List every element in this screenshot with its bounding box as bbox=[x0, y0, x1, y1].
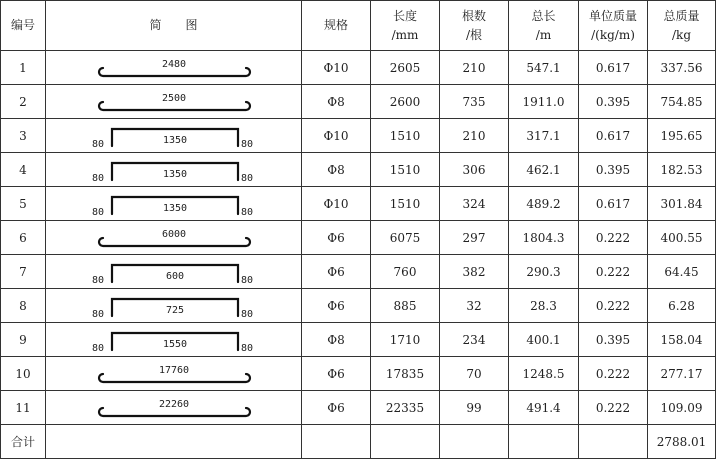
total-mass: 277.17 bbox=[648, 357, 716, 391]
total-spec-cell bbox=[302, 425, 371, 459]
dimension-label: 1350 bbox=[162, 202, 187, 214]
bar-count: 99 bbox=[440, 391, 509, 425]
rebar-shape-sketch bbox=[59, 223, 289, 253]
total-length: 1804.3 bbox=[509, 221, 579, 255]
table-row bbox=[1, 85, 716, 119]
bar-length: 1510 bbox=[371, 119, 440, 153]
dimension-label: 6000 bbox=[161, 228, 186, 240]
table-row bbox=[1, 187, 716, 221]
dimension-label: 600 bbox=[165, 270, 184, 282]
unit-mass: 0.617 bbox=[579, 119, 648, 153]
left-leg-label: 80 bbox=[91, 342, 104, 354]
sketch-cell bbox=[46, 119, 302, 153]
row-number: 4 bbox=[1, 153, 46, 187]
dimension-label: 17760 bbox=[158, 364, 189, 376]
total-length: 290.3 bbox=[509, 255, 579, 289]
table-row bbox=[1, 391, 716, 425]
rebar-shape-sketch bbox=[59, 257, 289, 287]
header-length bbox=[371, 1, 440, 51]
dimension-label: 725 bbox=[165, 304, 184, 316]
left-leg-label: 80 bbox=[91, 308, 104, 320]
dimension-label: 2500 bbox=[161, 92, 186, 104]
total-mass: 6.28 bbox=[648, 289, 716, 323]
table-row bbox=[1, 153, 716, 187]
unit-mass: 0.222 bbox=[579, 255, 648, 289]
table-row bbox=[1, 357, 716, 391]
right-leg-label: 80 bbox=[240, 172, 253, 184]
row-number: 5 bbox=[1, 187, 46, 221]
bar-length: 6075 bbox=[371, 221, 440, 255]
total-mass-value: 2788.01 bbox=[648, 425, 716, 459]
bar-count: 306 bbox=[440, 153, 509, 187]
total-length: 491.4 bbox=[509, 391, 579, 425]
rebar-shape-sketch bbox=[59, 291, 289, 321]
row-number: 1 bbox=[1, 51, 46, 85]
bar-count: 324 bbox=[440, 187, 509, 221]
header-sketch: 简 图 bbox=[46, 1, 302, 51]
sketch-cell bbox=[46, 357, 302, 391]
sketch-cell bbox=[46, 153, 302, 187]
header-length-unit: /mm bbox=[391, 27, 419, 42]
bar-length: 885 bbox=[371, 289, 440, 323]
bar-spec: Φ8 bbox=[302, 323, 371, 357]
header-unit-mass-unit: /(kg/m) bbox=[591, 27, 635, 42]
header-total-mass-unit: /kg bbox=[672, 27, 691, 42]
row-number: 8 bbox=[1, 289, 46, 323]
bar-spec: Φ10 bbox=[302, 119, 371, 153]
table-row bbox=[1, 119, 716, 153]
bar-spec: Φ6 bbox=[302, 391, 371, 425]
total-total-length-cell bbox=[509, 425, 579, 459]
bar-length: 760 bbox=[371, 255, 440, 289]
total-mass: 109.09 bbox=[648, 391, 716, 425]
table-row bbox=[1, 323, 716, 357]
rebar-shape-sketch bbox=[59, 359, 289, 389]
dimension-label: 22260 bbox=[158, 398, 189, 410]
rebar-shape-sketch bbox=[59, 121, 289, 151]
unit-mass: 0.395 bbox=[579, 85, 648, 119]
bar-length: 1710 bbox=[371, 323, 440, 357]
row-number: 3 bbox=[1, 119, 46, 153]
rebar-shape-sketch bbox=[59, 155, 289, 185]
right-leg-label: 80 bbox=[240, 138, 253, 150]
sketch-cell bbox=[46, 255, 302, 289]
header-unit-mass-name: 单位质量 bbox=[588, 8, 637, 23]
bar-length: 1510 bbox=[371, 187, 440, 221]
bar-length: 2605 bbox=[371, 51, 440, 85]
header-unit-mass bbox=[579, 1, 648, 51]
left-leg-label: 80 bbox=[91, 172, 104, 184]
bar-count: 234 bbox=[440, 323, 509, 357]
bar-count: 210 bbox=[440, 119, 509, 153]
row-number: 11 bbox=[1, 391, 46, 425]
bar-spec: Φ10 bbox=[302, 51, 371, 85]
rebar-shape-sketch bbox=[59, 325, 289, 355]
sketch-cell bbox=[46, 391, 302, 425]
header-count-name: 根数 bbox=[461, 8, 486, 23]
rebar-shape-sketch bbox=[59, 53, 289, 83]
rebar-shape-sketch bbox=[59, 189, 289, 219]
bar-length: 2600 bbox=[371, 85, 440, 119]
bar-count: 210 bbox=[440, 51, 509, 85]
bar-count: 382 bbox=[440, 255, 509, 289]
total-mass: 182.53 bbox=[648, 153, 716, 187]
dimension-label: 1350 bbox=[162, 134, 187, 146]
total-mass: 337.56 bbox=[648, 51, 716, 85]
unit-mass: 0.617 bbox=[579, 51, 648, 85]
unit-mass: 0.395 bbox=[579, 153, 648, 187]
total-length-cell bbox=[371, 425, 440, 459]
right-leg-label: 80 bbox=[240, 342, 253, 354]
unit-mass: 0.222 bbox=[579, 221, 648, 255]
sketch-cell bbox=[46, 221, 302, 255]
table-row bbox=[1, 51, 716, 85]
bar-spec: Φ10 bbox=[302, 187, 371, 221]
row-number: 10 bbox=[1, 357, 46, 391]
row-number: 7 bbox=[1, 255, 46, 289]
total-length: 317.1 bbox=[509, 119, 579, 153]
total-mass: 400.55 bbox=[648, 221, 716, 255]
bar-spec: Φ6 bbox=[302, 221, 371, 255]
header-total-mass bbox=[648, 1, 716, 51]
bar-spec: Φ6 bbox=[302, 255, 371, 289]
total-mass: 195.65 bbox=[648, 119, 716, 153]
total-mass: 64.45 bbox=[648, 255, 716, 289]
table-row bbox=[1, 289, 716, 323]
dimension-label: 1350 bbox=[162, 168, 187, 180]
unit-mass: 0.222 bbox=[579, 391, 648, 425]
total-length: 1911.0 bbox=[509, 85, 579, 119]
header-no: 编号 bbox=[1, 1, 46, 51]
bar-count: 70 bbox=[440, 357, 509, 391]
bar-count: 735 bbox=[440, 85, 509, 119]
rebar-shape-sketch bbox=[59, 393, 289, 423]
total-label: 合计 bbox=[1, 425, 46, 459]
header-total-length-unit: /m bbox=[535, 27, 552, 42]
right-leg-label: 80 bbox=[240, 206, 253, 218]
row-number: 2 bbox=[1, 85, 46, 119]
right-leg-label: 80 bbox=[240, 308, 253, 320]
left-leg-label: 80 bbox=[91, 138, 104, 150]
left-leg-label: 80 bbox=[91, 274, 104, 286]
bar-spec: Φ8 bbox=[302, 85, 371, 119]
total-sketch-cell bbox=[46, 425, 302, 459]
sketch-cell bbox=[46, 187, 302, 221]
total-mass: 158.04 bbox=[648, 323, 716, 357]
table-row bbox=[1, 221, 716, 255]
header-total-mass-name: 总质量 bbox=[663, 8, 700, 23]
total-mass: 754.85 bbox=[648, 85, 716, 119]
total-length: 489.2 bbox=[509, 187, 579, 221]
dimension-label: 2480 bbox=[161, 58, 186, 70]
header-row bbox=[1, 1, 716, 51]
total-unit-mass-cell bbox=[579, 425, 648, 459]
bar-length: 17835 bbox=[371, 357, 440, 391]
unit-mass: 0.617 bbox=[579, 187, 648, 221]
sketch-cell bbox=[46, 289, 302, 323]
bar-spec: Φ6 bbox=[302, 289, 371, 323]
header-count bbox=[440, 1, 509, 51]
total-row bbox=[1, 425, 716, 459]
bar-count: 32 bbox=[440, 289, 509, 323]
header-total-length bbox=[509, 1, 579, 51]
header-count-unit: /根 bbox=[465, 27, 483, 42]
header-total-length-name: 总长 bbox=[531, 8, 556, 23]
sketch-cell bbox=[46, 51, 302, 85]
header-length-name: 长度 bbox=[392, 8, 417, 23]
bar-count: 297 bbox=[440, 221, 509, 255]
bar-spec: Φ6 bbox=[302, 357, 371, 391]
row-number: 6 bbox=[1, 221, 46, 255]
unit-mass: 0.222 bbox=[579, 357, 648, 391]
left-leg-label: 80 bbox=[91, 206, 104, 218]
right-leg-label: 80 bbox=[240, 274, 253, 286]
row-number: 9 bbox=[1, 323, 46, 357]
unit-mass: 0.222 bbox=[579, 289, 648, 323]
dimension-label: 1550 bbox=[162, 338, 187, 350]
sketch-cell bbox=[46, 323, 302, 357]
total-count-cell bbox=[440, 425, 509, 459]
table-row bbox=[1, 255, 716, 289]
bar-length: 1510 bbox=[371, 153, 440, 187]
unit-mass: 0.395 bbox=[579, 323, 648, 357]
sketch-cell bbox=[46, 85, 302, 119]
total-length: 28.3 bbox=[509, 289, 579, 323]
header-spec: 规格 bbox=[302, 1, 371, 51]
total-length: 547.1 bbox=[509, 51, 579, 85]
total-length: 1248.5 bbox=[509, 357, 579, 391]
total-mass: 301.84 bbox=[648, 187, 716, 221]
rebar-shape-sketch bbox=[59, 87, 289, 117]
bar-spec: Φ8 bbox=[302, 153, 371, 187]
total-length: 400.1 bbox=[509, 323, 579, 357]
total-length: 462.1 bbox=[509, 153, 579, 187]
bar-length: 22335 bbox=[371, 391, 440, 425]
